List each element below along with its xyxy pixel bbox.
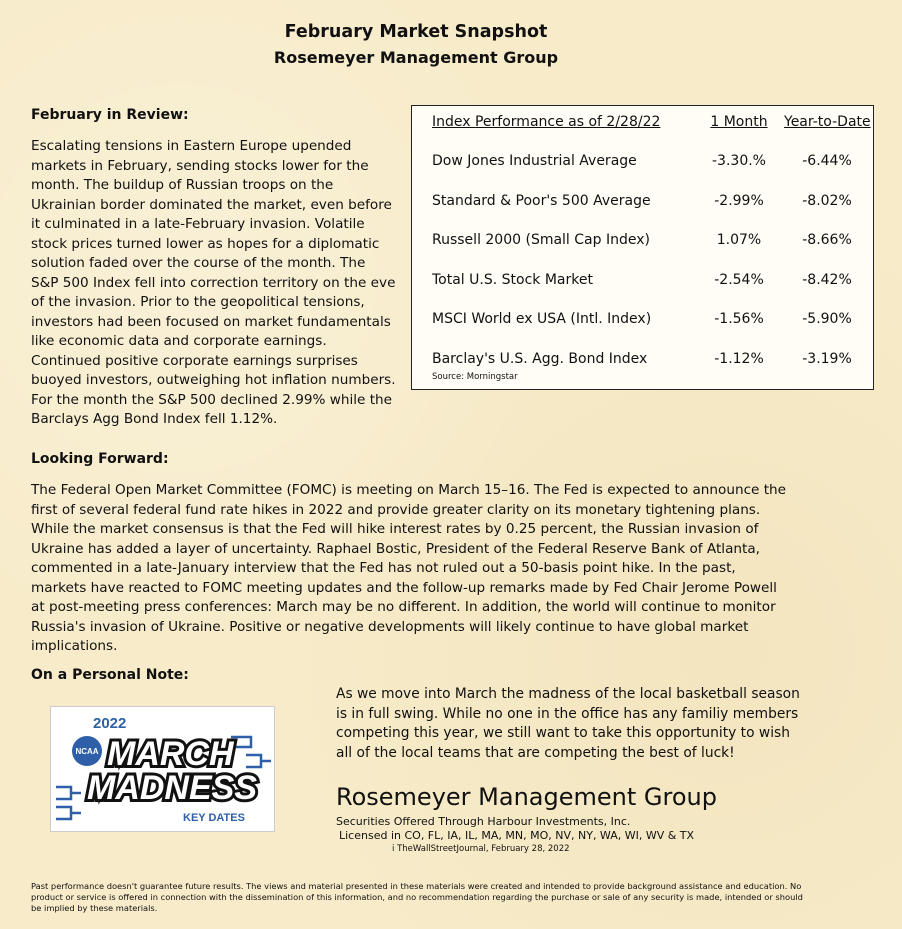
page-title: February Market Snapshot <box>284 22 548 42</box>
table-row <box>432 153 872 173</box>
disclaimer: Past performance doesn't guarantee future results. The views and material presented in these materials were created and intended to provide background assistance and education. No product or service is offered in connection with the dissemination of this information, and no recommendation regarding the purchase or sale of any security is made, intended or should be implied by these materials. <box>31 881 803 913</box>
review-heading: February in Review: <box>31 107 189 123</box>
table-row <box>432 351 872 371</box>
citation-footnote: i TheWallStreetJournal, February 28, 2022 <box>392 844 570 854</box>
table-row <box>432 272 872 292</box>
march-madness-logo-graphic <box>51 707 275 832</box>
table-row <box>432 311 872 331</box>
index-name: Total U.S. Stock Market <box>432 272 593 288</box>
index-name: Dow Jones Industrial Average <box>432 153 637 169</box>
index-name: Russell 2000 (Small Cap Index) <box>432 232 650 248</box>
logo-key-dates: KEY DATES <box>183 812 245 824</box>
index-performance-table <box>411 105 874 390</box>
personal-note-text: As we move into March the madness of the local basketball season is in full swing. While no one in the office has any familiy members competing this year, we still want to take this opportunity to wish all of the local teams that are competing the best of luck! <box>336 686 800 761</box>
index-ytd: -5.90% <box>802 311 852 327</box>
review-text: Escalating tensions in Eastern Europe upended markets in February, sending stocks lower for the month. The buildup of Russian troops on the Ukrainian border dominated the market, even before it culminated in a late-February invasion. Volatile stock prices turned lower as hopes for a diplomatic solution faded over the course of the month. The S&P 500 Index fell into correction territory on the eve of the invasion. Prior to the geopolitical tensions, investors had been focused on market fundamentals like economic data and corporate earnings. Continued positive corporate earnings surprises buoyed investors, outweighing hot inflation numbers. For the month the S&P 500 declined 2.99% while the Barclays Agg Bond Index fell 1.12%. <box>31 138 396 427</box>
index-ytd: -6.44% <box>802 153 852 169</box>
logo-year: 2022 <box>93 715 127 732</box>
index-ytd: -8.42% <box>802 272 852 288</box>
index-name: Barclay's U.S. Agg. Bond Index <box>432 351 648 367</box>
table-source: Source: Morningstar <box>432 372 518 382</box>
index-name: Standard & Poor's 500 Average <box>432 193 651 209</box>
licensed-line: Licensed in CO, FL, IA, IL, MA, MN, MO, NV, NY, WA, WI, WV & TX <box>339 829 695 842</box>
index-month: -2.99% <box>714 193 764 209</box>
personal-heading: On a Personal Note: <box>31 667 189 683</box>
index-ytd: -8.02% <box>802 193 852 209</box>
index-month: 1.07% <box>716 232 762 248</box>
forward-heading: Looking Forward: <box>31 451 169 467</box>
firm-name: Rosemeyer Management Group <box>336 783 717 811</box>
index-month: -2.54% <box>714 272 764 288</box>
logo-march: MARCH <box>107 735 234 773</box>
index-name: MSCI World ex USA (Intl. Index) <box>432 311 652 327</box>
page-subtitle: Rosemeyer Management Group <box>273 48 559 67</box>
securities-line: Securities Offered Through Harbour Investments, Inc. <box>336 815 631 828</box>
index-month: -3.30.% <box>712 153 766 169</box>
index-month: -1.56% <box>714 311 764 327</box>
table-header-row <box>432 114 872 134</box>
logo-ncaa: NCAA <box>75 747 99 756</box>
table-header-month: 1 Month <box>710 114 768 130</box>
table-header-index: Index Performance as of 2/28/22 <box>432 114 661 130</box>
march-madness-logo <box>50 706 275 832</box>
table-row <box>432 193 872 213</box>
logo-madness: MADNESS <box>87 769 258 807</box>
index-ytd: -3.19% <box>802 351 852 367</box>
forward-text: The Federal Open Market Committee (FOMC) is meeting on March 15–16. The Fed is expected to announce the first of several federal fund rate hikes in 2022 and provide greater clarity on its monetary tightening plans. While the market consensus is that the Fed will hike interest rates by 0.25 percent, the Russian invasion of Ukraine has added a layer of uncertainty. Raphael Bostic, President of the Federal Reserve Bank of Atlanta, commented in a late-January interview that the Fed has not ruled out a 50-basis point hike. In the past, markets have reacted to FOMC meeting updates and the follow-up remarks made by Fed Chair Jerome Powell at post-meeting press conferences: March may be no different. In addition, the world will continue to monitor Russia's invasion of Ukraine. Positive or negative developments will likely continue to have global market implications. <box>31 482 787 654</box>
index-month: -1.12% <box>714 351 764 367</box>
table-header-ytd: Year-to-Date <box>784 114 871 130</box>
index-ytd: -8.66% <box>802 232 852 248</box>
table-row <box>432 232 872 252</box>
